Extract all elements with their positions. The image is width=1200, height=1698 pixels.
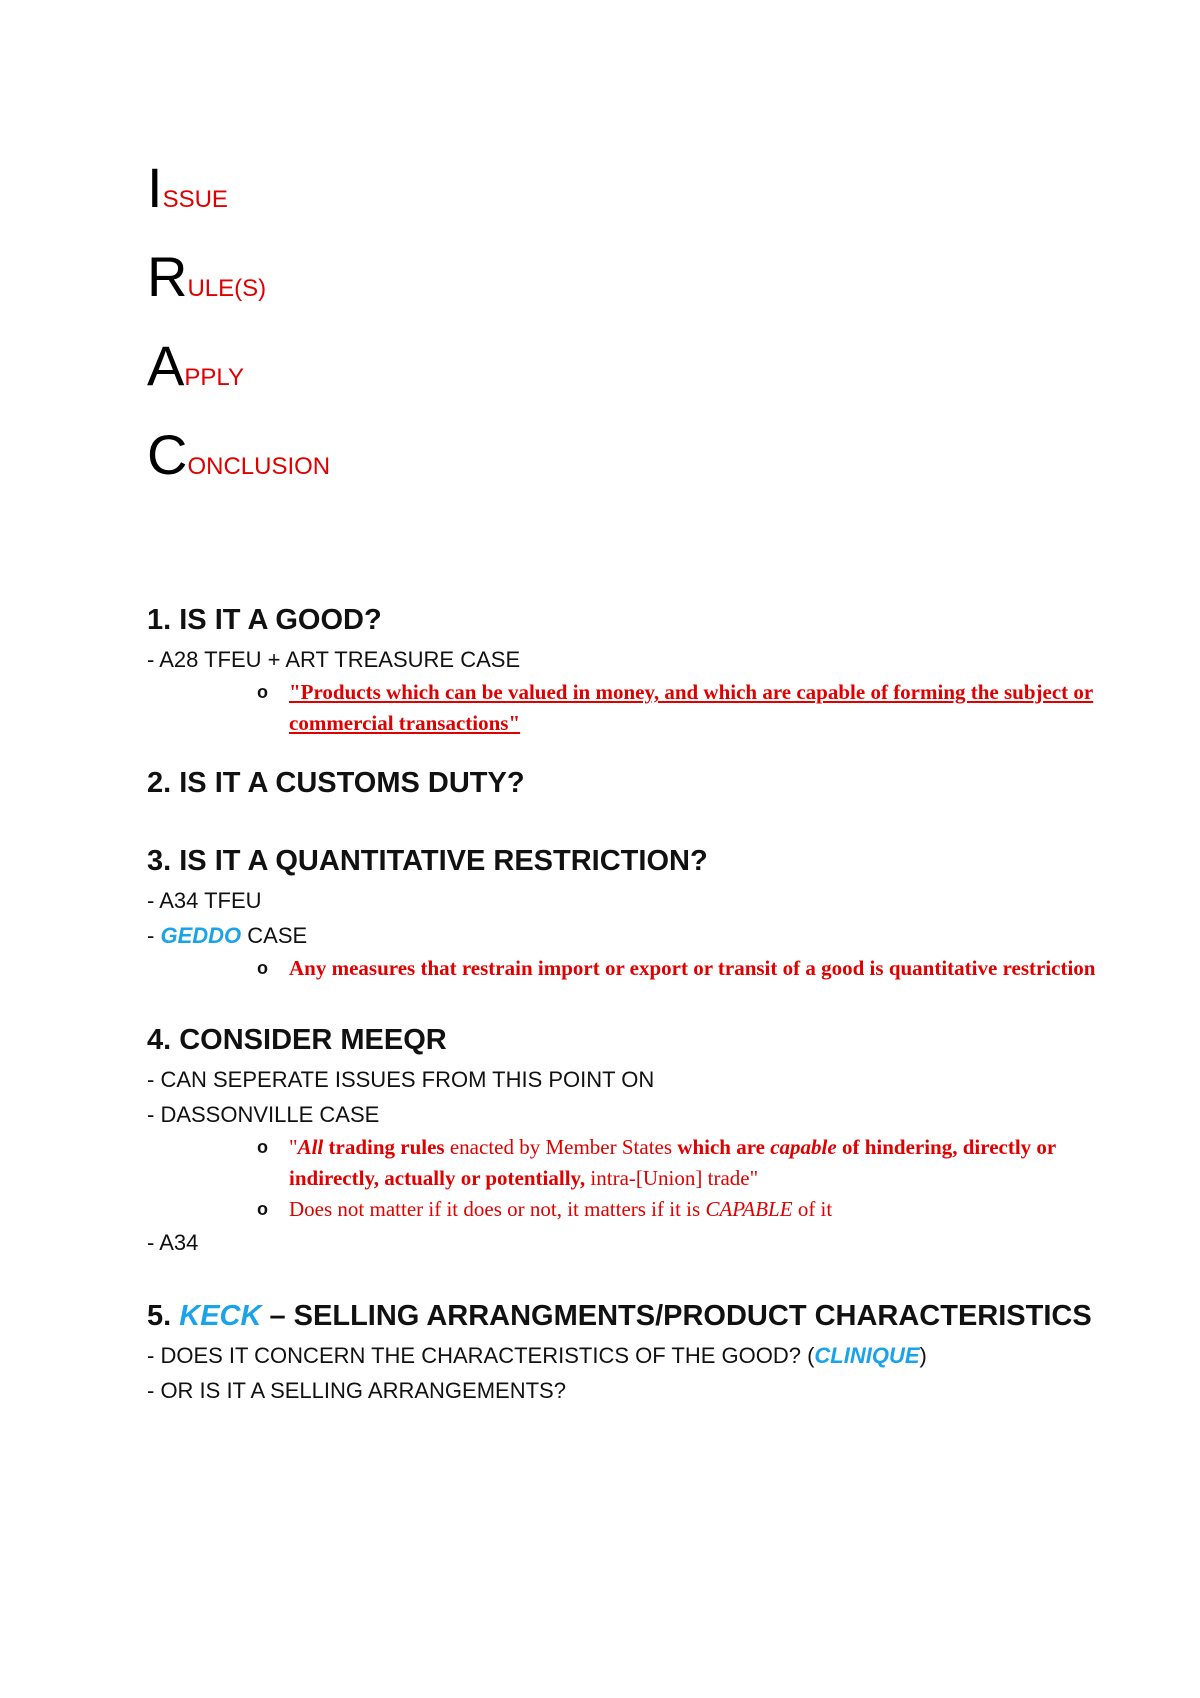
bullet-text: Any measures that restrain import or export or transit of a good is quantitative restriction <box>289 956 1096 980</box>
circle-bullet-icon: o <box>257 1137 268 1157</box>
document-body <box>147 598 1147 1408</box>
dash-suffix: CASE <box>241 923 308 948</box>
dash-line: - A34 <box>147 1230 199 1255</box>
section-customs-duty <box>147 761 1147 805</box>
emphasis-trading-rules: trading rules <box>323 1135 445 1159</box>
irac-apply <box>147 334 330 427</box>
dash-line: - A28 TFEU + ART TREASURE CASE <box>147 647 521 672</box>
irac-issue <box>147 156 330 249</box>
bullet-item <box>257 1132 1147 1194</box>
irac-letter: R <box>147 245 188 308</box>
irac-word: PPLY <box>184 364 244 391</box>
section-heading: 3. IS IT A QUANTITATIVE RESTRICTION? <box>147 845 708 877</box>
irac-word: ONCLUSION <box>187 453 331 480</box>
plain-text: of it <box>792 1197 833 1221</box>
section-heading <box>147 1294 1147 1338</box>
case-name: GEDDO <box>160 923 242 948</box>
bullet-list <box>147 953 1147 984</box>
section-heading: 2. IS IT A CUSTOMS DUTY? <box>147 767 525 799</box>
irac-acronym <box>147 156 331 516</box>
irac-conclusion <box>147 423 331 516</box>
irac-letter: I <box>147 156 163 219</box>
quote-mark: " <box>289 1135 298 1159</box>
irac-rules <box>147 245 330 338</box>
emphasis-all: All <box>297 1135 324 1159</box>
plain-text: Does not matter if it does or not, it matters if it is <box>289 1197 706 1221</box>
bullet-list <box>147 1132 1147 1225</box>
irac-letter: A <box>147 334 185 397</box>
section-keck <box>147 1294 1147 1408</box>
case-name: KECK <box>179 1300 262 1332</box>
circle-bullet-icon: o <box>257 682 268 702</box>
dash-prefix: - <box>147 923 161 948</box>
section-quantitative-restriction <box>147 839 1147 984</box>
dash-line: - CAN SEPERATE ISSUES FROM THIS POINT ON <box>147 1067 655 1092</box>
plain-text: enacted by Member States <box>444 1135 678 1159</box>
irac-letter: C <box>147 423 188 486</box>
irac-word: ULE(S) <box>187 275 267 302</box>
emphasis-capable: capable <box>770 1135 837 1159</box>
dash-line: - A34 TFEU <box>147 888 262 913</box>
dash-text: ) <box>919 1343 927 1368</box>
dash-line <box>147 918 1147 953</box>
plain-text: intra-[Union] trade" <box>585 1166 759 1190</box>
section-is-it-a-good <box>147 598 1147 739</box>
bullet-list <box>147 677 1147 739</box>
emphasis-capable-caps: CAPABLE <box>705 1197 793 1221</box>
circle-bullet-icon: o <box>257 1199 268 1219</box>
dash-text: - DOES IT CONCERN THE CHARACTERISTICS OF THE GOOD? ( <box>147 1343 815 1368</box>
emphasis-hindering: of hindering, directly or indirectly, actually or potentially, <box>289 1135 1056 1190</box>
section-heading: 1. IS IT A GOOD? <box>147 604 382 636</box>
bullet-text: "Products which can be valued in money, and which are capable of forming the subject or commercial transactions" <box>289 680 1094 735</box>
irac-word: SSUE <box>162 186 228 213</box>
circle-bullet-icon: o <box>257 958 268 978</box>
case-name: CLINIQUE <box>814 1343 920 1368</box>
section-meeqr <box>147 1018 1147 1260</box>
heading-number: 5. <box>147 1300 180 1332</box>
heading-text: – SELLING ARRANGMENTS/PRODUCT CHARACTERISTICS <box>261 1300 1092 1332</box>
dash-line: - DASSONVILLE CASE <box>147 1102 380 1127</box>
dash-line <box>147 1338 1147 1373</box>
section-heading: 4. CONSIDER MEEQR <box>147 1024 447 1056</box>
bullet-item <box>257 953 1147 984</box>
bullet-item <box>257 677 1147 739</box>
emphasis-which: which are <box>677 1135 771 1159</box>
bullet-item <box>257 1194 1147 1225</box>
dash-line: - OR IS IT A SELLING ARRANGEMENTS? <box>147 1378 566 1403</box>
